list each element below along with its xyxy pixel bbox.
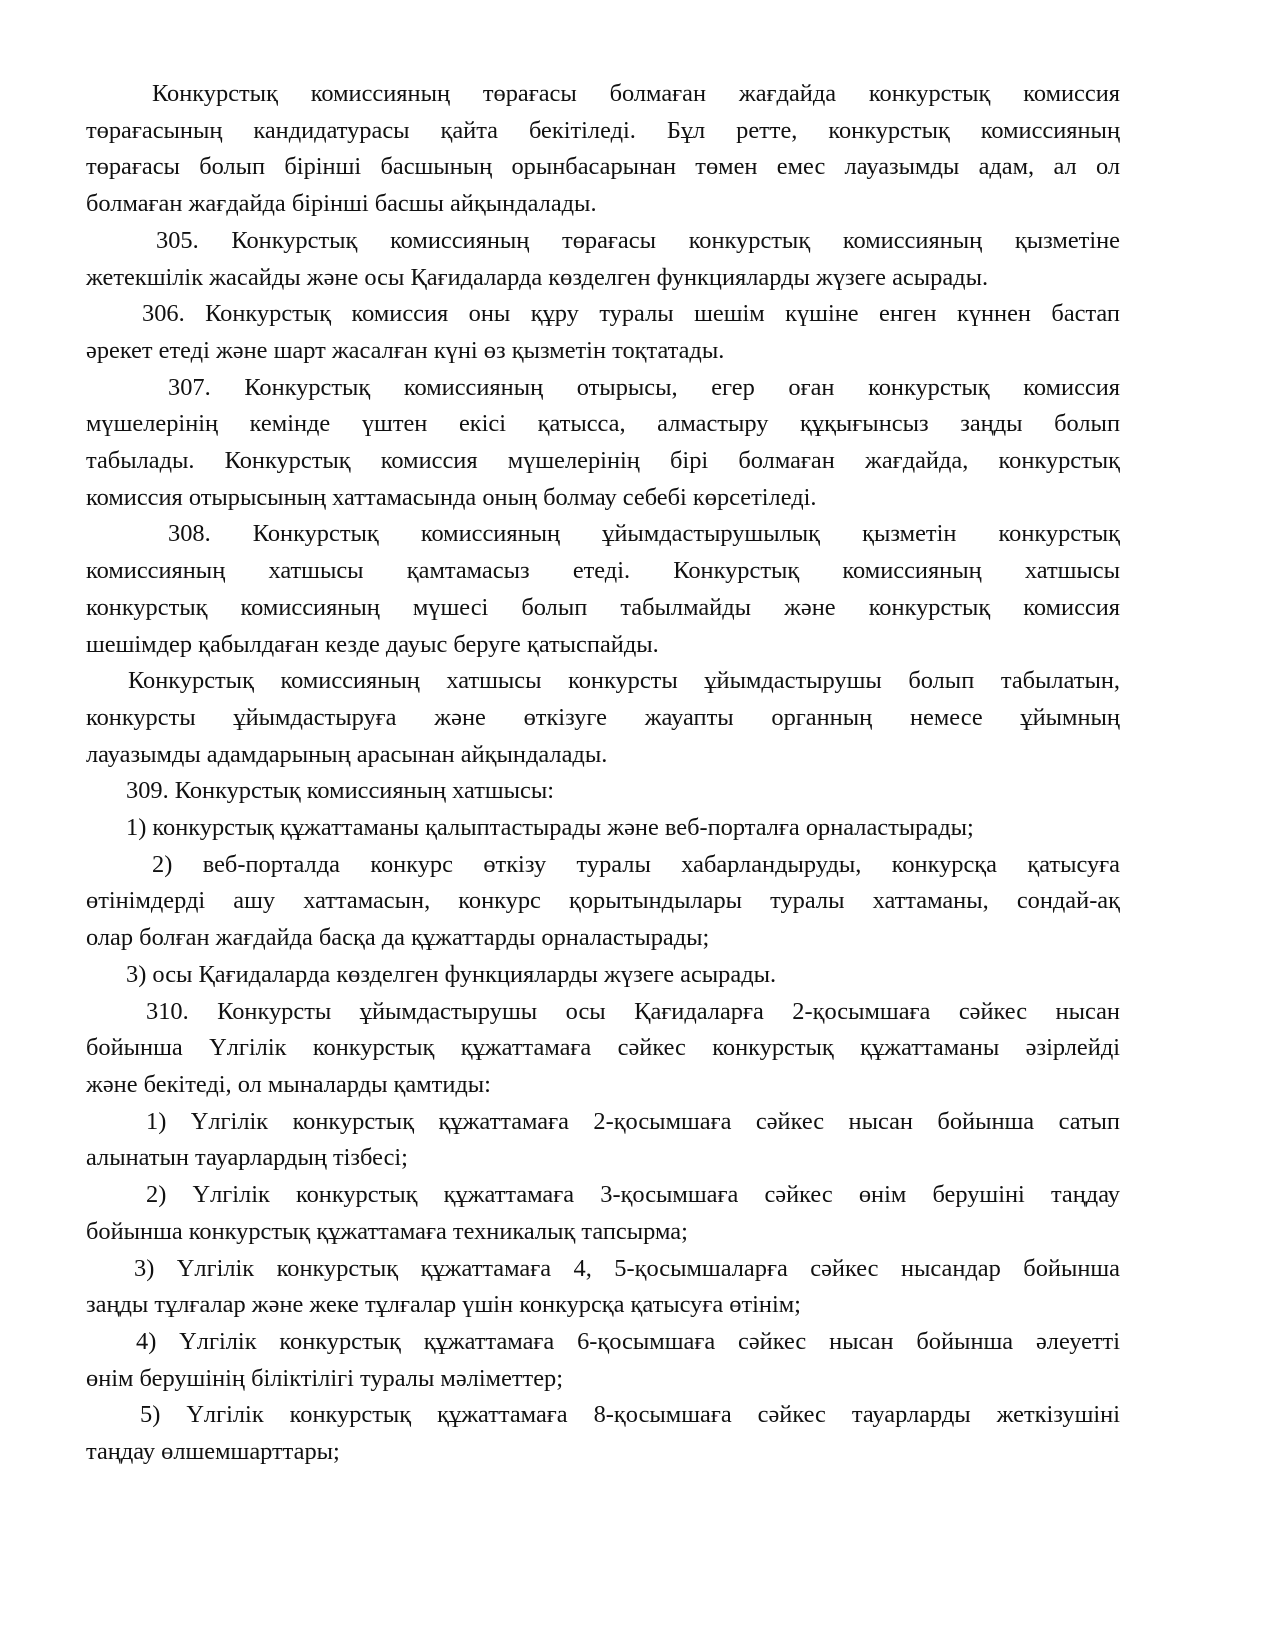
list-item-line: 3) Үлгілік конкурстық құжаттамаға 4, 5-қосымшаларға сәйкес нысандар бойынша — [134, 1254, 1120, 1282]
clause-310-line: 310. Конкурсты ұйымдастырушы осы Қағидаларға 2-қосымшаға сәйкес нысан — [146, 997, 1120, 1025]
clause-307-line: 307. Конкурстық комиссияның отырысы, егер оған конкурстық комиссия — [168, 373, 1120, 401]
list-item-line: 1) Үлгілік конкурстық құжаттамаға 2-қосымшаға сәйкес нысан бойынша сатып — [146, 1107, 1120, 1135]
clause-305-line: жетекшілік жасайды және осы Қағидаларда көзделген функцияларды жүзеге асырады. — [86, 263, 989, 291]
list-item-line: өнім берушінің біліктілігі туралы мәліметтер; — [86, 1364, 564, 1392]
clause-305-line: 305. Конкурстық комиссияның төрағасы конкурстық комиссияның қызметіне — [156, 226, 1120, 254]
list-item-line: олар болған жағдайда басқа да құжаттарды орналастырады; — [86, 924, 710, 952]
paragraph-line: Конкурстық комиссияның хатшысы конкурсты ұйымдастырушы болып табылатын, — [128, 667, 1120, 695]
clause-308-line: комиссияның хатшысы қамтамасыз етеді. Конкурстық комиссияның хатшысы — [86, 557, 1120, 585]
list-item-line: 2) веб-порталда конкурс өткізу туралы хабарландыруды, конкурсқа қатысуға — [152, 850, 1120, 878]
clause-307-line: табылады. Конкурстық комиссия мүшелерінің бірі болмаған жағдайда, конкурстық — [86, 447, 1120, 475]
clause-310-line: және бекітеді, ол мыналарды қамтиды: — [86, 1070, 491, 1098]
list-item-line: бойынша конкурстық құжаттамаға техникалық тапсырма; — [86, 1217, 688, 1245]
list-item-line: 5) Үлгілік конкурстық құжаттамаға 8-қосымшаға сәйкес тауарларды жеткізушіні — [140, 1401, 1120, 1429]
paragraph-line: конкурсты ұйымдастыруға және өткізуге жауапты органның немесе ұйымның — [86, 703, 1120, 731]
list-item-line: таңдау өлшемшарттары; — [86, 1438, 340, 1466]
document-body — [86, 76, 1120, 1471]
list-item-line: заңды тұлғалар және жеке тұлғалар үшін конкурсқа қатысуға өтінім; — [86, 1291, 801, 1319]
list-item-line: алынатын тауарлардың тізбесі; — [86, 1144, 408, 1172]
paragraph-line: төрағасы болып бірінші басшының орынбасарынан төмен емес лауазымды адам, ал ол — [86, 153, 1120, 181]
clause-306-line: 306. Конкурстық комиссия оны құру туралы шешім күшіне енген күннен бастап — [142, 300, 1120, 328]
paragraph-line: төрағасының кандидатурасы қайта бекітіледі. Бұл ретте, конкурстық комиссияның — [86, 116, 1120, 144]
clause-306-line: әрекет етеді және шарт жасалған күні өз қызметін тоқтатады. — [86, 336, 725, 364]
list-item-line: 3) осы Қағидаларда көзделген функцияларды жүзеге асырады. — [126, 960, 777, 988]
clause-308-line: конкурстық комиссияның мүшесі болып табылмайды және конкурстық комиссия — [86, 593, 1120, 621]
list-item-line: 4) Үлгілік конкурстық құжаттамаға 6-қосымшаға сәйкес нысан бойынша әлеуетті — [136, 1327, 1120, 1355]
clause-307-line: мүшелерінің кемінде үштен екісі қатысса, алмастыру құқығынсыз заңды болып — [86, 410, 1120, 438]
clause-309-heading: 309. Конкурстық комиссияның хатшысы: — [126, 777, 555, 805]
list-item-line: 1) конкурстық құжаттаманы қалыптастырады және веб-порталға орналастырады; — [126, 814, 974, 842]
paragraph-line: болмаған жағдайда бірінші басшы айқындалады. — [86, 190, 597, 218]
clause-310-line: бойынша Үлгілік конкурстық құжаттамаға сәйкес конкурстық құжаттаманы әзірлейді — [86, 1034, 1120, 1062]
clause-308-line: шешімдер қабылдаған кезде дауыс беруге қатыспайды. — [86, 630, 659, 658]
clause-307-line: комиссия отырысының хаттамасында оның болмау себебі көрсетіледі. — [86, 483, 817, 511]
paragraph-line: Конкурстық комиссияның төрағасы болмаған жағдайда конкурстық комиссия — [152, 80, 1120, 107]
paragraph-line: лауазымды адамдарының арасынан айқындалады. — [86, 740, 608, 768]
list-item-line: 2) Үлгілік конкурстық құжаттамаға 3-қосымшаға сәйкес өнім берушіні таңдау — [146, 1181, 1120, 1209]
list-item-line: өтінімдерді ашу хаттамасын, конкурс қорытындылары туралы хаттаманы, сондай-ақ — [86, 887, 1120, 915]
clause-308-line: 308. Конкурстық комиссияның ұйымдастырушылық қызметін конкурстық — [168, 520, 1120, 548]
